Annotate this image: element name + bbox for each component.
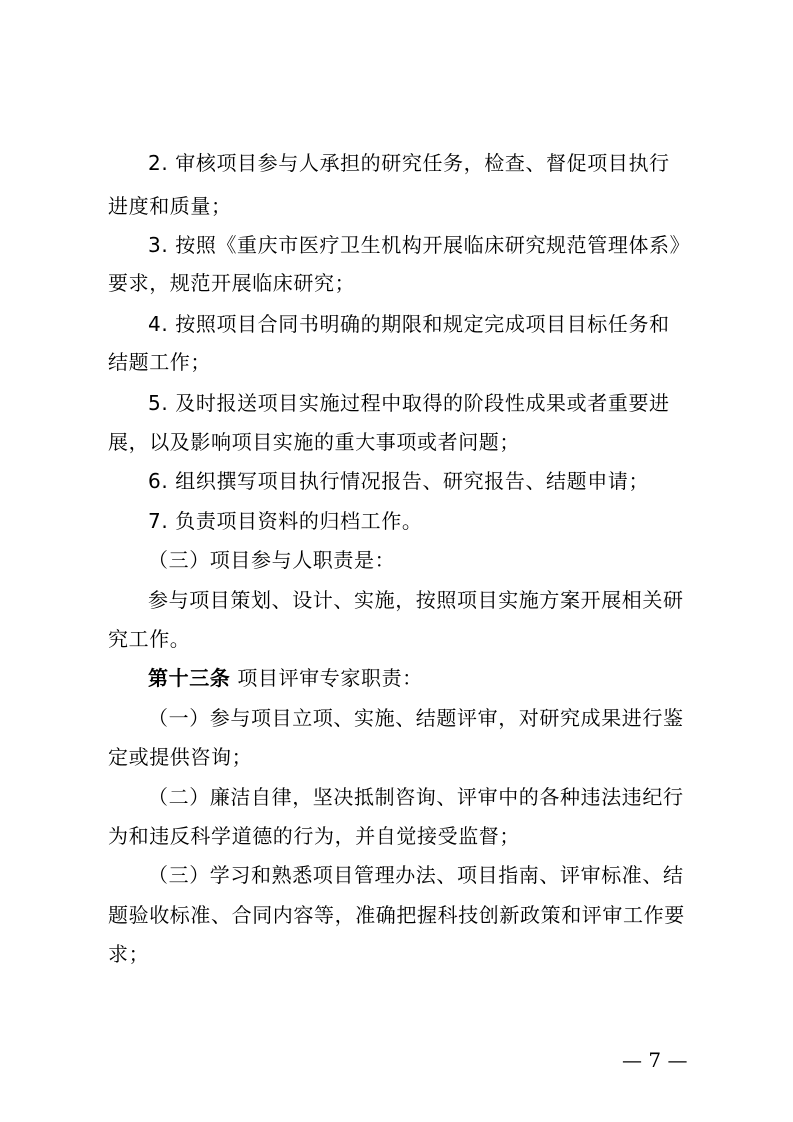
paragraph-line: 7. 负责项目资料的归档工作。 <box>148 509 423 533</box>
paragraph-line: 3. 按照《重庆市医疗卫生机构开展临床研究规范管理体系》 <box>148 233 691 257</box>
article-title: 项目评审专家职责： <box>237 666 423 690</box>
paragraph-line: 求； <box>108 942 150 966</box>
paragraph-line: 4. 按照项目合同书明确的期限和规定完成项目目标任务和 <box>148 312 670 336</box>
paragraph-line: 5. 及时报送项目实施过程中取得的阶段性成果或者重要进 <box>148 391 670 415</box>
paragraph-line: 进度和质量； <box>108 194 232 218</box>
paragraph-line: （三）学习和熟悉项目管理办法、项目指南、评审标准、结 <box>148 863 684 887</box>
paragraph-line: 究工作。 <box>108 627 191 651</box>
paragraph-line: 2. 审核项目参与人承担的研究任务，检查、督促项目执行 <box>148 151 670 175</box>
paragraph-line: （一）参与项目立项、实施、结题评审，对研究成果进行鉴 <box>148 706 684 730</box>
page-number: — 7 — <box>622 1048 688 1072</box>
paragraph-line: 为和违反科学道德的行为，并自觉接受监督； <box>108 824 520 848</box>
article-line <box>148 666 693 690</box>
paragraph-line: 要求，规范开展临床研究； <box>108 271 356 295</box>
paragraph-line: （二）廉洁自律，坚决抵制咨询、评审中的各种违法违纪行 <box>148 785 684 809</box>
article-number: 第十三条 <box>148 666 231 690</box>
section-heading: （三）项目参与人职责是： <box>148 548 396 572</box>
paragraph-line: 定或提供咨询； <box>108 745 253 769</box>
paragraph-line: 结题工作； <box>108 350 211 374</box>
paragraph-line: 展，以及影响项目实施的重大事项或者问题； <box>108 430 520 454</box>
paragraph-line: 参与项目策划、设计、实施，按照项目实施方案开展相关研 <box>148 588 684 612</box>
paragraph-line: 题验收标准、合同内容等，准确把握科技创新政策和评审工作要 <box>108 903 685 927</box>
paragraph-line: 6. 组织撰写项目执行情况报告、研究报告、结题申请； <box>148 469 650 493</box>
